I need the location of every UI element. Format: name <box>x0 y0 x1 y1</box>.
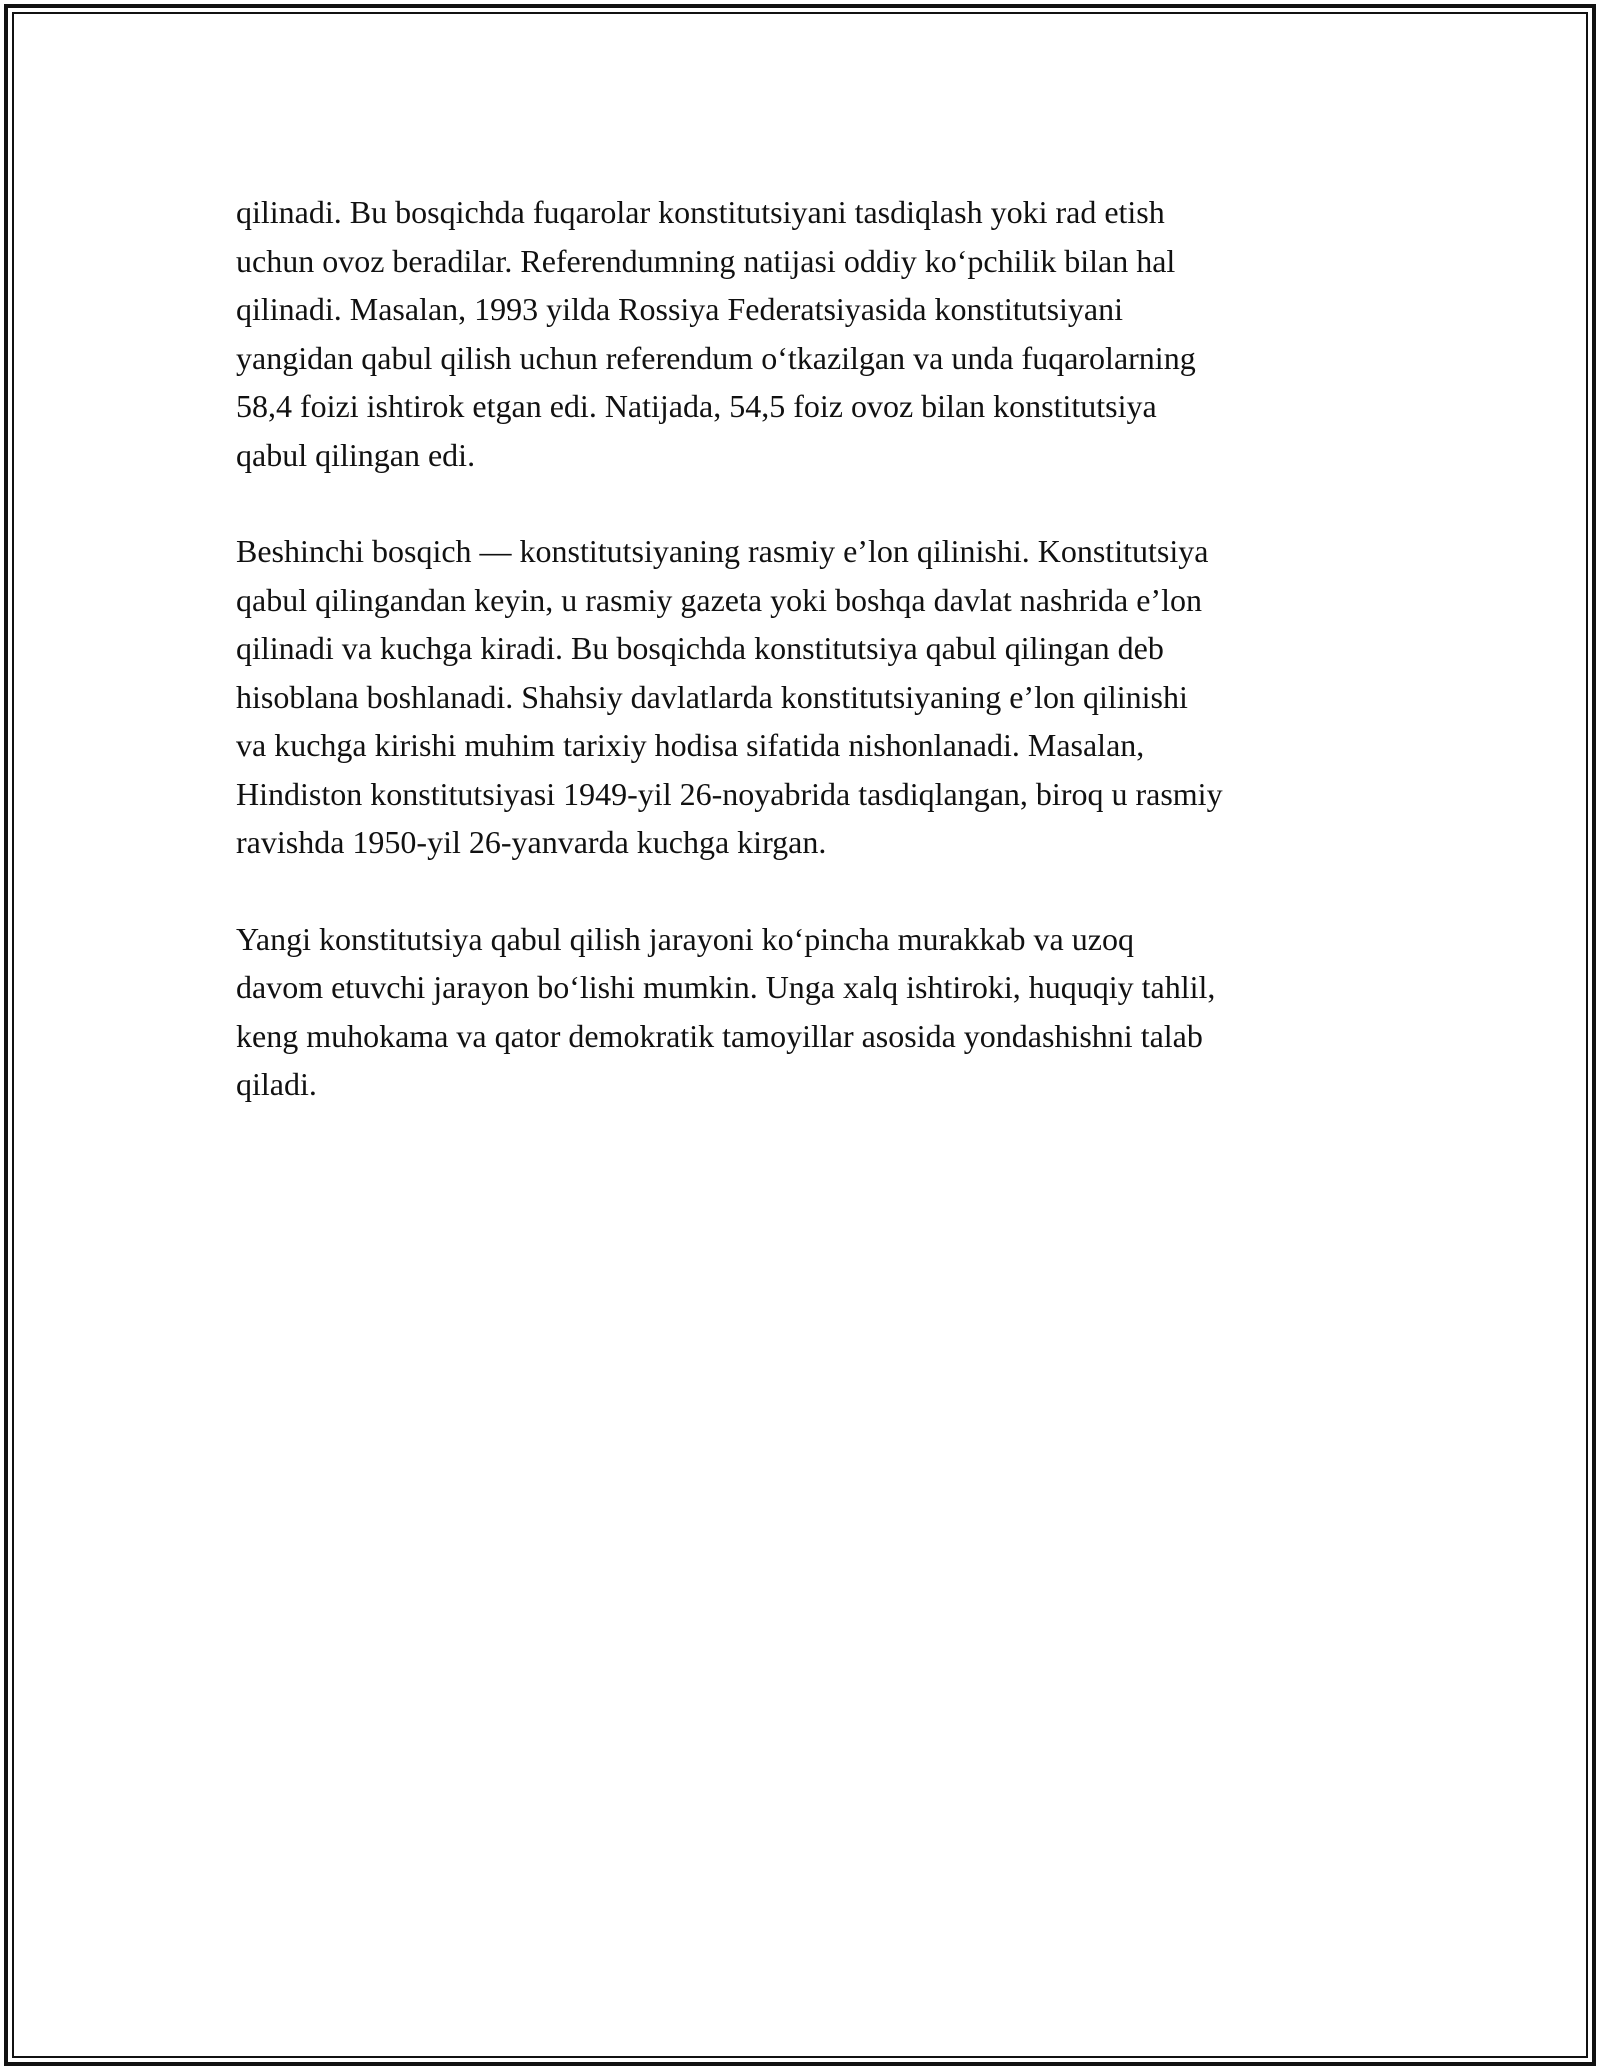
paragraph-fifth-stage <box>236 527 1376 867</box>
text-line: keng muhokama va qator demokratik tamoyillar asosida yondashishni talab <box>236 1017 1203 1054</box>
text-line: qilinadi. Masalan, 1993 yilda Rossiya Federatsiyasida konstitutsiyani <box>236 291 1123 327</box>
text-line: 58,4 foizi ishtirok etgan edi. Natijada, 54,5 foiz ovoz bilan konstitutsiya <box>236 388 1157 424</box>
text-line: va kuchga kirishi muhim tarixiy hodisa sifatida nishonlanadi. Masalan, <box>236 727 1145 763</box>
document-body <box>236 188 1376 1157</box>
text-line: ravishda 1950-yil 26-yanvarda kuchga kirgan. <box>236 824 827 860</box>
text-line: qilinadi. Bu bosqichda fuqarolar konstitutsiyani tasdiqlash yoki rad etish <box>236 194 1165 230</box>
text-line: yangidan qabul qilish uchun referendum o‘tkazilgan va unda fuqarolarning <box>236 339 1196 376</box>
text-line: qiladi. <box>236 1066 317 1102</box>
text-line: hisoblana boshlanadi. Shahsiy davlatlarda konstitutsiyaning e’lon qilinishi <box>236 678 1188 715</box>
paragraph-conclusion <box>236 915 1376 1109</box>
text-line: uchun ovoz beradilar. Referendumning natijasi oddiy ko‘pchilik bilan hal <box>236 242 1176 279</box>
text-line: qabul qilingandan keyin, u rasmiy gazeta yoki boshqa davlat nashrida e’lon <box>236 581 1202 618</box>
text-line: qabul qilingan edi. <box>236 436 476 473</box>
paragraph-referendum <box>236 188 1376 479</box>
text-line: Yangi konstitutsiya qabul qilish jarayoni ko‘pincha murakkab va uzoq <box>236 920 1134 957</box>
text-line: qilinadi va kuchga kiradi. Bu bosqichda konstitutsiya qabul qilingan deb <box>236 630 1164 666</box>
text-line: Beshinchi bosqich — konstitutsiyaning rasmiy e’lon qilinishi. Konstitutsiya <box>236 533 1209 569</box>
text-line: davom etuvchi jarayon bo‘lishi mumkin. Unga xalq ishtiroki, huquqiy tahlil, <box>236 969 1216 1005</box>
text-line: Hindiston konstitutsiyasi 1949-yil 26-noyabrida tasdiqlangan, biroq u rasmiy <box>236 775 1223 812</box>
